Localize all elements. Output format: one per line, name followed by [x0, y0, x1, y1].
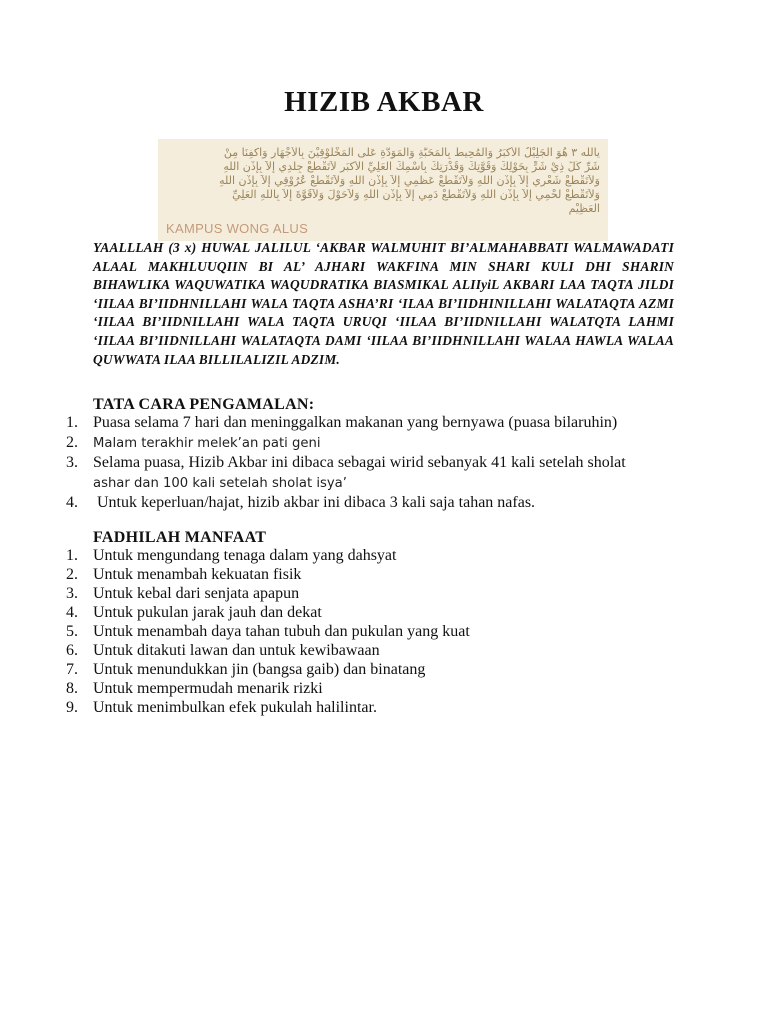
list-item	[66, 546, 470, 565]
list-item	[66, 622, 470, 641]
list-item	[66, 473, 626, 493]
list-text: Untuk keperluan/hajat, hizib akbar ini dibaca 3 kali saja tahan nafas.	[93, 494, 536, 511]
list-text-continued: ashar dan 100 kali setelah sholat isya’	[93, 476, 347, 491]
list-number: 3.	[66, 585, 78, 602]
fadhilah-list	[66, 546, 470, 717]
arabic-line: وَلاَتَقْطَعْ شَعْرِي إِلاَّ بِإِذْنِ اللهِ وَلاَتَقْطَعْ عَظْمِي إِلاَّ بِإِذْنِ اللهِ وَلاَتَقْطَعْ عُرُوْقِي إِلاَّ بِإِذْنِ اللهِ	[219, 175, 600, 187]
list-item	[66, 565, 470, 584]
list-item	[66, 453, 626, 473]
list-text: Untuk menambah kekuatan fisik	[93, 566, 302, 583]
latin-transliteration: YAALLLAH (3 x) HUWAL JALILUL ‘AKBAR WALMUHIT BI’ALMAHABBATI WALMAWADATI ALAAL MAKHLUUQIIN BI AL’ AJHARI WAKFINA MIN SHARI KULI DHI SHARIN BIHAWLIKA WAQUWATIKA WAQUDRATIKA BIASMIKAL ALIIyiL AKBARI LAA TAQTA JILDI ‘IILAA BI’IIDHNILLAHI WALA TAQTA ASHA’RI ‘ILAA BI’IIDHINILLAHI WALATAQTA AZMI ‘IILAA BI’IIDNILLAHI WALA TAQTA URUQI ‘IILAA BI’IIDNILLAHI WALATQTA LAHMI ‘IILAA BI’IIDNILLAHI WALATAQTA DAMI ‘IILAA BI’IIDHNILLAHI WALAA HAWLA WALAA QUWWATA ILAA BILLILALIZIL ADZIM.	[93, 240, 674, 367]
page-title: HIZIB AKBAR	[284, 86, 484, 118]
arabic-line: شَرِّ كُلِّ ذِيْ شَرٍّ بِحَوْلِكَ وَقُوَّتِكَ وَقُدْرَتِكَ بِاسْمِكَ الْعَلِيِّ الأَكْبَرِ لاَتَقْطَعْ جِلْدِي إِلاَّ بِإِذْنِ اللهِ	[223, 161, 600, 173]
list-text: Untuk menambah daya tahan tubuh dan pukulan yang kuat	[93, 623, 470, 640]
list-item	[66, 493, 626, 513]
list-number: 4.	[66, 604, 78, 621]
list-number: 5.	[66, 623, 78, 640]
tata-cara-list	[66, 413, 626, 513]
list-number: 2.	[66, 434, 78, 451]
list-number: 1.	[66, 547, 78, 564]
list-item	[66, 584, 470, 603]
list-item	[66, 698, 470, 717]
list-text: Untuk mempermudah menarik rizki	[93, 680, 323, 697]
tata-cara-heading: TATA CARA PENGAMALAN:	[93, 396, 315, 413]
arabic-line: الْعَظِيْمِ	[568, 203, 600, 215]
list-number: 4.	[66, 494, 78, 511]
arabic-text-image	[158, 139, 608, 241]
list-text: Untuk menimbulkan efek pukulah halilintar.	[93, 699, 377, 716]
list-text: Untuk pukulan jarak jauh dan dekat	[93, 604, 322, 621]
list-item	[66, 413, 626, 433]
list-text: Untuk mengundang tenaga dalam yang dahsyat	[93, 547, 397, 564]
watermark-text: KAMPUS WONG ALUS	[166, 221, 309, 236]
list-number: 2.	[66, 566, 78, 583]
list-number: 9.	[66, 699, 78, 716]
list-number: 6.	[66, 642, 78, 659]
list-text: Selama puasa, Hizib Akbar ini dibaca sebagai wirid sebanyak 41 kali setelah sholat	[93, 454, 626, 471]
list-text: Malam terakhir melek’an pati geni	[93, 436, 321, 451]
arabic-line: يالله ٣ هُوَ الْجَلِيْلُ الأَكْبَرُ وَالْمُحِيطُ بِالْمَحَبَّةِ وَالْمَوَدَّةِ عَلَى الْمَخْلُوْقِيْنَ بِالأَجْهَارِ وَاكْفِنَا مِنْ	[223, 147, 600, 159]
list-number: 1.	[66, 414, 78, 431]
list-text: Puasa selama 7 hari dan meninggalkan makanan yang bernyawa (puasa bilaruhin)	[93, 414, 618, 431]
list-item	[66, 660, 470, 679]
list-number: 3.	[66, 454, 78, 471]
list-item	[66, 641, 470, 660]
list-number: 7.	[66, 661, 78, 678]
fadhilah-heading: FADHILAH MANFAAT	[93, 529, 267, 546]
list-text: Untuk kebal dari senjata apapun	[93, 585, 300, 602]
list-item	[66, 603, 470, 622]
list-item	[66, 433, 626, 453]
list-text: Untuk menundukkan jin (bangsa gaib) dan binatang	[93, 661, 426, 678]
list-item	[66, 679, 470, 698]
list-number: 8.	[66, 680, 78, 697]
list-text: Untuk ditakuti lawan dan untuk kewibawaan	[93, 642, 380, 659]
arabic-line: وَلاَتَقْطَعْ لَحْمِي إِلاَّ بِإِذْنِ اللهِ وَلاَتَقْطَعْ دَمِي إِلاَّ بِإِذْنِ اللهِ وَلاَحَوْلَ وَلاَقُوَّةَ إِلاَّ بِاللهِ الْعَلِيِّ	[232, 189, 600, 201]
